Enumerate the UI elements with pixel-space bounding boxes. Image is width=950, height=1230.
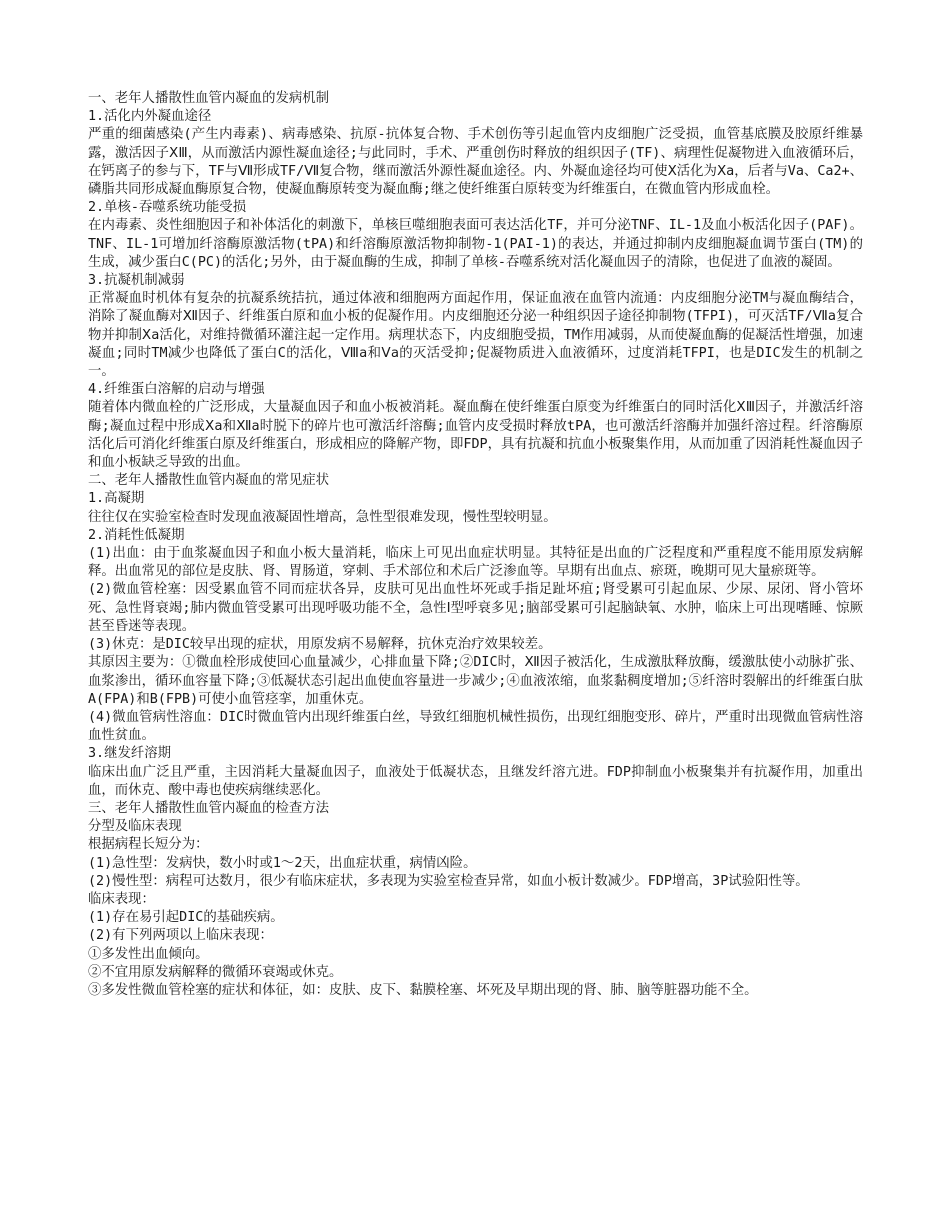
paragraph-2-2-shock: (3)休克：是DIC较早出现的症状，用原发病不易解释，抗休克治疗效果较差。 [88,637,552,653]
list-item-basis: (1)存在易引起DIC的基础疾病。 [88,910,284,926]
text-3-1: 根据病程长短分为： [88,837,209,853]
paragraph-2-2-embolism: (2)微血管栓塞：因受累血管不同而症状各异，皮肤可见出血性坏死或手指足趾坏疽;肾受累可引起血尿、少尿、尿闭、肾小管坏死、急性肾衰竭;肺内微血管受累可出现呼吸功能不全，急性Ⅰ型呼衰多见;脑部受累可引起脑缺氧、水肿，临床上可出现嗜睡、惊厥甚至昏迷等表现。 [88,582,863,634]
list-item-bleeding: ①多发性出血倾向。 [88,946,209,962]
subheading-2-1: 1.高凝期 [88,491,145,507]
subheading-1-1: 1.活化内外凝血途径 [88,109,212,125]
subheading-1-2: 2.单核-吞噬系统功能受损 [88,200,247,216]
paragraph-2-2-bleeding: (1)出血：由于血浆凝血因子和血小板大量消耗，临床上可见出血症状明显。其特征是出血的广泛程度和严重程度不能用原发病解释。出血常见的部位是皮肤、肾、胃肠道，穿刺、手术部位和术后广泛渗血等。早期有出血点、瘀斑，晚期可见大量瘀斑等。 [88,546,863,580]
paragraph-2-2-hemolysis: (4)微血管病性溶血：DIC时微血管内出现纤维蛋白丝，导致红细胞机械性损伤，出现红细胞变形、碎片，严重时出现微血管病性溶血性贫血。 [88,709,863,744]
subheading-2-3: 3.继发纤溶期 [88,746,172,762]
list-item-embolism: ③多发性微血管栓塞的症状和体征，如：皮肤、皮下、黏膜栓塞、坏死及早期出现的肾、肺、脑等脏器功能不全。 [88,982,758,998]
subheading-2-2: 2.消耗性低凝期 [88,527,185,543]
section-heading-1: 一、老年人播散性血管内凝血的发病机制 [88,91,330,106]
subheading-1-3: 3.抗凝机制减弱 [88,273,185,289]
text-3-2: 临床表现： [88,891,155,907]
paragraph-2-3: 临床出血广泛且严重，主因消耗大量凝血因子，血液处于低凝状态，且继发纤溶亢进。FDP抑制血小板聚集并有抗凝作用，加重出血，而休克、酸中毒也使疾病继续恶化。 [88,764,863,798]
paragraph-1-1: 严重的细菌感染(产生内毒素)、病毒感染、抗原-抗体复合物、手术创伤等引起血管内皮细胞广泛受损，血管基底膜及胶原纤维暴露，激活因子ⅩⅢ，从而激活内源性凝血途径;与此同时，手术、严重创伤时释放的组织因子(TF)、病理性促凝物进入血液循环后，在钙离子的参与下，TF与Ⅶ形成TF/Ⅶ复合物，继而激活外源性凝血途径。内、外凝血途径均可使Ⅹ活化为Ⅹa，后者与Va、Ca2+、磷脂共同形成凝血酶原复合物，使凝血酶原转变为凝血酶;继之使纤维蛋白原转变为纤维蛋白，在微血管内形成血栓。 [88,127,863,198]
paragraph-2-2-shock-causes: 其原因主要为：①微血栓形成使回心血量减少，心排血量下降;②DIC时，Ⅻ因子被活化，生成激肽释放酶，缓激肽使小动脉扩张、血浆渗出，循环血容量下降;③低凝状态引起出血使血容量进一步减少;④血液浓缩，血浆黏稠度增加;⑤纤溶时裂解出的纤维蛋白肽A(FPA)和B(FPB)可使小血管痉挛，加重休克。 [88,655,863,707]
section-heading-2: 二、老年人播散性血管内凝血的常见症状 [88,473,330,489]
paragraph-1-3: 正常凝血时机体有复杂的抗凝系统拮抗，通过体液和细胞两方面起作用，保证血液在血管内流通：内皮细胞分泌TM与凝血酶结合，消除了凝血酶对Ⅻ因子、纤维蛋白原和血小板的促凝作用。内皮细胞还分泌一种组织因子途径抑制物(TFPI)，可灭活TF/Ⅶa复合物并抑制Ⅹa活化，对维持微循环灌注起一定作用。病理状态下，内皮细胞受损，TM作用减弱，从而使凝血酶的促凝活性增强，加速凝血;同时TM减少也降低了蛋白C的活化，Ⅷa和Ⅴa的灭活受抑;促凝物质进入血液循环，过度消耗TFPI，也是DIC发生的机制之一。 [88,291,863,380]
paragraph-1-4: 随着体内微血栓的广泛形成，大量凝血因子和血小板被消耗。凝血酶在使纤维蛋白原变为纤维蛋白的同时活化ⅩⅢ因子，并激活纤溶酶;凝血过程中形成Ⅹa和Ⅻa时脱下的碎片也可激活纤溶酶;血管内皮受损时释放tPA，也可激活纤溶酶并加强纤溶过程。纤溶酶原活化后可消化纤维蛋白原及纤维蛋白，形成相应的降解产物，即FDP，具有抗凝和抗血小板聚集作用，从而加重了因消耗性凝血因子和血小板缺乏导致的出血。 [88,400,863,471]
list-item-manifestations: (2)有下列两项以上临床表现： [88,928,273,944]
document-page [88,90,863,1000]
subheading-3-1: 分型及临床表现 [88,819,182,835]
subheading-1-4: 4.纤维蛋白溶解的启动与增强 [88,382,265,398]
paragraph-1-2: 在内毒素、炎性细胞因子和补体活化的刺激下，单核巨噬细胞表面可表达活化TF，并可分泌TNF、IL-1及血小板活化因子(PAF)。TNF、IL-1可增加纤溶酶原激活物(tPA)和纤溶酶原激活物抑制物-1(PAI-1)的表达，并通过抑制内皮细胞凝血调节蛋白(TM)的生成，减少蛋白C(PC)的活化;另外，由于凝血酶的生成，抑制了单核-吞噬系统对活化凝血因子的清除，也促进了血液的凝固。 [88,218,863,270]
list-item-shock: ②不宜用原发病解释的微循环衰竭或休克。 [88,964,343,980]
section-heading-3: 三、老年人播散性血管内凝血的检查方法 [88,800,330,816]
list-item-chronic: (2)慢性型：病程可达数月，很少有临床症状，多表现为实验室检查异常，如血小板计数减少。FDP增高，3P试验阳性等。 [88,873,809,889]
list-item-acute: (1)急性型：发病快，数小时或1～2天，出血症状重，病情凶险。 [88,855,477,871]
paragraph-2-1: 往往仅在实验室检查时发现血液凝固性增高，急性型很难发现，慢性型较明显。 [88,509,557,525]
